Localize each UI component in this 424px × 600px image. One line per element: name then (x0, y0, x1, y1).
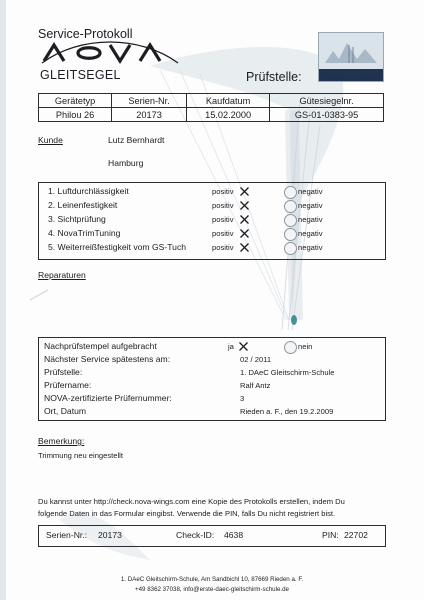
place-date-value: Rieden a. F., den 19.2.2009 (240, 407, 334, 416)
place-date-label: Ort, Datum (44, 406, 87, 416)
check-item-label: 1. Luftdurchlässigkeit (48, 186, 129, 196)
stamp-no-label: nein (298, 342, 313, 351)
protocol-title: Service-Protokoll (38, 27, 133, 41)
check-item-label: 2. Leinenfestigkeit (48, 200, 118, 210)
check-negative-circle-icon[interactable] (284, 186, 297, 199)
product-category: GLEITSEGEL (40, 68, 121, 82)
check-negative-label: negativ (298, 215, 323, 224)
check-item-label: 3. Sichtprüfung (48, 214, 106, 224)
pruefstelle-label: Prüfstelle: (44, 367, 83, 377)
check-negative-circle-icon[interactable] (284, 242, 297, 255)
footer-address: 1. DAeC Gleitschirm-Schule, Am Sandbichl 10, 87669 Rieden a. F. (120, 576, 304, 583)
codes-check-id-label: Check-ID: (176, 530, 215, 540)
check-positive-cross-icon[interactable] (240, 215, 249, 224)
nova-number-label: NOVA-zertifizierte Prüfernummer: (44, 393, 172, 403)
codes-serial-label: Serien-Nr.: (46, 530, 88, 540)
pruefer-value: Ralf Antz (240, 381, 271, 390)
codes-serial-value: 20173 (98, 530, 122, 540)
check-positive-label: positiv (212, 229, 234, 238)
check-positive-cross-icon[interactable] (240, 201, 249, 210)
check-positive-cross-icon[interactable] (240, 229, 249, 238)
check-item-label: 5. Weiterreißfestigkeit vom GS-Tuch (48, 242, 187, 252)
stamp-label: Nachprüfstempel aufgebracht (44, 341, 157, 351)
purchase-date-value: 15.02.2000 (187, 108, 270, 122)
customer-label: Kunde (38, 135, 63, 145)
online-note-line: folgende Daten in das Formular eingibst. Verwende die PIN, falls Du nicht registriert bist. (38, 509, 336, 518)
pruefstelle-value: 1. DAeC Gleitschirm-Schule (240, 368, 335, 377)
device-table (38, 93, 384, 122)
device-table-header-cell: Kaufdatum (187, 94, 270, 108)
check-negative-circle-icon[interactable] (284, 228, 297, 241)
device-table-header-cell: Serien-Nr. (112, 94, 187, 108)
device-type-value: Philou 26 (39, 108, 112, 122)
customer-name: Lutz Bernhardt (108, 135, 165, 145)
check-positive-cross-icon[interactable] (240, 187, 249, 196)
check-positive-label: positiv (212, 215, 234, 224)
check-item-label: 4. NovaTrimTuning (48, 228, 121, 238)
pruefstelle-heading: Prüfstelle: (246, 70, 302, 84)
serial-number-value: 20173 (112, 108, 187, 122)
check-negative-label: negativ (298, 229, 323, 238)
repairs-label: Reparaturen (38, 270, 86, 280)
device-table-header-cell: Gütesiegelnr. (270, 94, 384, 108)
next-service-label: Nächster Service spätestens am: (44, 354, 171, 364)
codes-pin-value: 22702 (344, 530, 368, 540)
nova-number-value: 3 (240, 394, 245, 403)
online-note-line: Du kannst unter http://check.nova-wings.com eine Kopie des Protokolls erstellen, indem Du (38, 497, 345, 506)
device-table-header-row (39, 94, 384, 108)
customer-city: Hamburg (108, 158, 144, 168)
codes-pin-label: PIN: (322, 530, 339, 540)
stamp-yes-cross-icon[interactable] (239, 342, 248, 351)
school-logo-caption: 1. DAeC Gleitschirm-Schule (325, 71, 375, 76)
next-service-value: 02 / 2011 (240, 355, 272, 364)
check-negative-label: negativ (298, 243, 323, 252)
remarks-text: Trimmung neu eingestellt (38, 451, 123, 460)
stamp-yes-label: ja (228, 342, 234, 351)
codes-check-id-value: 4638 (224, 530, 244, 540)
check-positive-label: positiv (212, 187, 234, 196)
stamp-no-circle-icon[interactable] (284, 341, 297, 354)
nova-logo-icon (40, 41, 180, 65)
check-negative-label: negativ (298, 201, 323, 210)
remarks-label: Bemerkung: (38, 436, 85, 446)
check-negative-circle-icon[interactable] (284, 214, 297, 227)
check-positive-cross-icon[interactable] (240, 243, 249, 252)
check-positive-label: positiv (212, 201, 234, 210)
quality-seal-value: GS-01-0383-95 (270, 108, 384, 122)
device-table-header-cell: Gerätetyp (39, 94, 112, 108)
pruefer-label: Prüfername: (44, 380, 92, 390)
check-negative-label: negativ (298, 187, 323, 196)
check-positive-label: positiv (212, 243, 234, 252)
check-negative-circle-icon[interactable] (284, 200, 297, 213)
device-table-value-row (39, 108, 384, 122)
footer-contact: +49 8362 37038, info@erste-daec-gleitschirm-schule.de (134, 586, 289, 593)
